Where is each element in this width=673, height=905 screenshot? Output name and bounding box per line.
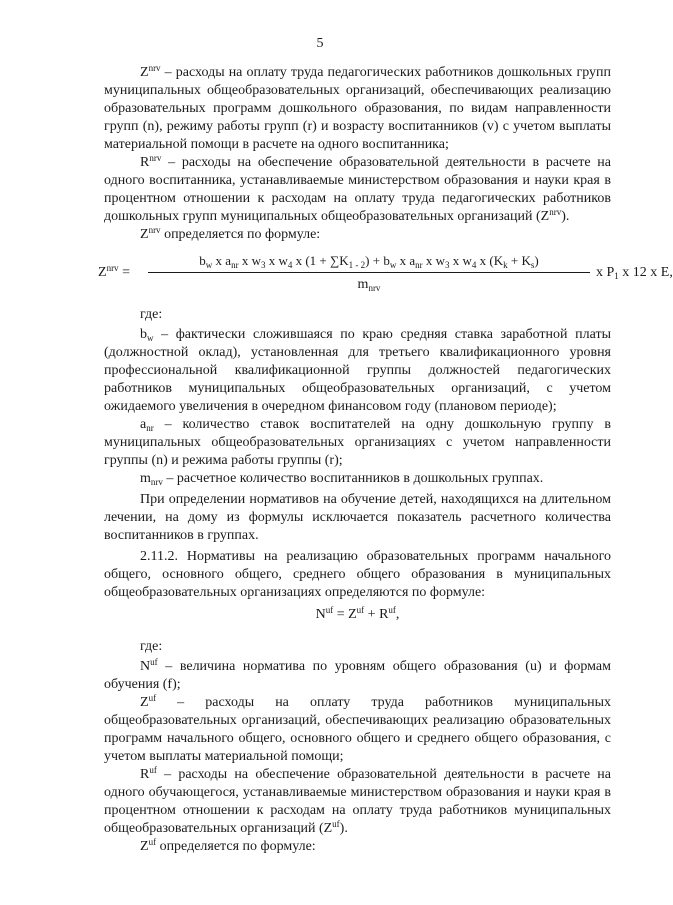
- term: ): [534, 253, 539, 268]
- term: x a: [212, 253, 232, 268]
- note-paragraph: При определении нормативов на обучение детей, находящихся на длительном лечении, на дому из формулы исключается показатель расчетного количества воспитанников в группах.: [104, 492, 611, 543]
- symbol-sup: nrv: [149, 153, 162, 163]
- formula-lhs: [98, 264, 130, 282]
- term: x a: [396, 253, 416, 268]
- symbol-sup: nrv: [549, 207, 562, 217]
- symbol-sup: uf: [150, 657, 158, 667]
- term: x P: [596, 265, 615, 280]
- definition-text: – расходы на оплату труда работников муниципальных общеобразовательных организаций, обеспечивающих реализацию образовательных программ начального общего, основного общего и среднего общего образования, с учетом выплаты материальной помощи;: [104, 695, 611, 764]
- symbol-sup: uf: [149, 765, 157, 775]
- where-label: где:: [140, 307, 163, 322]
- definition-text: – расходы на обеспечение образовательной деятельности в расчете на одного обучающегося, устанавливаемые министерством образования и науки края в процентном отношении к расходам на оплату труда работников муниципальных общеобразовательных организаций (Z: [104, 767, 611, 836]
- term-sub: 4: [471, 260, 477, 270]
- symbol-sup: uf: [332, 819, 340, 829]
- where-label: где:: [140, 639, 163, 654]
- term: b: [199, 253, 206, 268]
- definition-nuf: [104, 658, 611, 694]
- symbol-sup: uf: [148, 693, 157, 703]
- definition-text: – расходы на оплату труда педагогических работников дошкольных групп муниципальных общеобразовательных организаций, обеспечивающих реализацию образовательных программ дошкольного образования, по видам направленности групп (n), режиму работы групп (r) и возрасту воспитанников (v) с учетом выплаты материальной помощи в расчете на одного воспитанника;: [104, 65, 611, 152]
- symbol: N: [140, 659, 151, 674]
- term: + R: [364, 607, 389, 622]
- definition-tail: ).: [339, 821, 348, 836]
- intro-text: определяется по формуле:: [156, 839, 316, 854]
- term-sub: 1: [614, 271, 619, 281]
- definition-text: – расходы на обеспечение образовательной деятельности в расчете на одного воспитанника, устанавливаемые министерством образования и науки края в процентном отношении к расходам на оплату труда педагогических работников дошкольных групп муниципальных общеобразовательных организаций (Z: [104, 155, 611, 224]
- symbol: m: [140, 471, 151, 486]
- definition-mnrv: [104, 470, 611, 488]
- lhs-sup: nrv: [106, 263, 119, 273]
- term-sub: 3: [445, 260, 450, 270]
- term: x w: [449, 253, 472, 268]
- formula-znrv: [98, 252, 673, 298]
- term-sub: nr: [231, 260, 239, 270]
- formula-numerator: [148, 252, 590, 273]
- term: ,: [395, 607, 400, 622]
- formula-nuf: [104, 606, 611, 624]
- symbol: Z: [140, 227, 149, 242]
- term: x w: [265, 253, 288, 268]
- definition-bw: [104, 326, 611, 416]
- term: x (1 + ∑K: [292, 253, 349, 268]
- lhs-symbol: Z: [98, 265, 107, 280]
- definition-tail: ).: [561, 209, 570, 224]
- symbol: Z: [140, 839, 149, 854]
- symbol-sup: nrv: [148, 225, 161, 235]
- equals-sign: =: [118, 265, 130, 280]
- definition-text: – фактически сложившаяся по краю средняя ставка заработной платы (должностной оклад), установленная для третьего квалификационного уровня профессиональной квалификационной группы должностей педагогических работников муниципальных общеобразовательных организаций, с учетом ожидаемого увеличения в очередном финансовом году (плановом периоде);: [104, 327, 611, 414]
- formula-intro-zuf: [104, 838, 611, 856]
- term-sub: 1 - 2: [348, 260, 366, 270]
- term-sup: uf: [325, 605, 334, 615]
- document-body: [98, 63, 673, 856]
- term-sub: k: [503, 260, 508, 270]
- section-2-11-2: 2.11.2. Нормативы на реализацию образовательных программ начального общего, основного общего, среднего общего образования в муниципальных общеобразовательных организациях определяются по формуле:: [104, 549, 611, 600]
- definition-text: – величина норматива по уровням общего образования (u) и формам обучения (f);: [104, 659, 611, 692]
- definition-zuf: [104, 694, 611, 766]
- formula-multipliers: [596, 264, 673, 282]
- definition-anr: [104, 416, 611, 470]
- formula-fraction: [148, 252, 590, 294]
- symbol: R: [140, 155, 150, 170]
- definition-text: – количество ставок воспитателей на одну дошкольную группу в муниципальных общеобразовательных организациях с учетом направленности группы (n) и режима работы группы (r);: [104, 417, 611, 468]
- symbol-sub: nr: [146, 423, 154, 433]
- term-sup: uf: [356, 605, 365, 615]
- term-sub: nr: [415, 260, 423, 270]
- term: x w: [238, 253, 261, 268]
- term: = Z: [333, 607, 357, 622]
- term-sub: s: [530, 260, 535, 270]
- page-number: 5: [316, 36, 324, 51]
- term-sub: w: [205, 260, 213, 270]
- symbol-sub: w: [147, 333, 154, 343]
- term-sup: uf: [388, 605, 396, 615]
- formula-intro-znrv: [104, 226, 611, 244]
- term: x (K: [476, 253, 504, 268]
- term-sub: 4: [287, 260, 293, 270]
- term: x 12 x E,: [618, 265, 673, 280]
- symbol: Z: [140, 65, 149, 80]
- term: m: [357, 277, 369, 292]
- term-sub: nrv: [368, 283, 381, 293]
- term: + K: [507, 253, 531, 268]
- formula-denominator: [148, 273, 590, 294]
- term-sub: w: [389, 260, 397, 270]
- intro-text: определяется по формуле:: [160, 227, 321, 242]
- term: N: [315, 607, 326, 622]
- definition-ruf: [104, 766, 611, 838]
- symbol-sub: nrv: [150, 477, 163, 487]
- symbol: a: [140, 417, 147, 432]
- term: ) + b: [365, 253, 390, 268]
- symbol-sup: uf: [148, 837, 157, 847]
- definition-znrv: [104, 64, 611, 154]
- symbol-sup: nrv: [148, 63, 161, 73]
- definition-rnrv: [104, 154, 611, 226]
- term: x w: [422, 253, 446, 268]
- symbol: R: [140, 767, 150, 782]
- symbol: Z: [140, 695, 149, 710]
- definition-text: – расчетное количество воспитанников в дошкольных группах.: [162, 471, 544, 486]
- symbol: b: [140, 327, 147, 342]
- term-sub: 3: [260, 260, 266, 270]
